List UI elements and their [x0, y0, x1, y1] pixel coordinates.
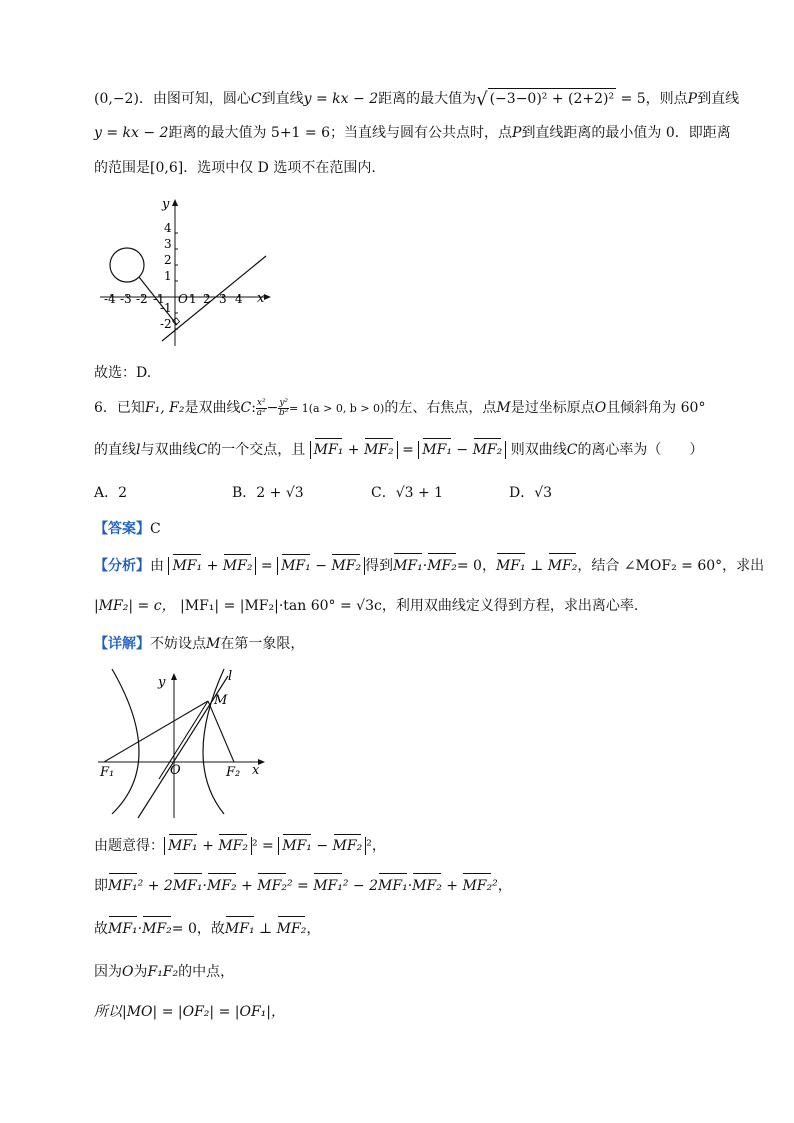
y-arrow-icon [171, 673, 177, 680]
step2: 即MF₁² + 2MF₁·MF₂ + MF₂² = MF₁² − 2MF₁·MF₂ + MF₂²， [94, 878, 512, 894]
option-b: B．2 + √3 [232, 485, 304, 501]
text: 则双曲线 [510, 442, 567, 458]
para1-line3: 的范围是[0,6]．选项中仅 D 选项不在范围内. [94, 160, 376, 176]
option-d: D．√3 [509, 485, 553, 501]
text: 在第一象限， [220, 636, 305, 652]
y-tick: 3 [164, 237, 172, 251]
text: 得到 [365, 558, 394, 574]
line-eq: y = kx − 2 [94, 125, 169, 141]
analysis-tag: 【分析】 [94, 558, 150, 574]
text: 的左、右焦点，点 [384, 400, 497, 416]
text: 与双曲线 [140, 442, 197, 458]
var-m: M [206, 636, 221, 652]
y-tick: 4 [164, 221, 172, 235]
circle-c [110, 248, 144, 282]
var-c: C [250, 91, 262, 107]
y-arrow-icon [172, 199, 178, 206]
x-tick: 1 [189, 292, 197, 306]
step1: 由题意得： MF₁ + MF₂ ² = MF₁ − MF₂ ²， [94, 838, 386, 854]
foci: F₁, F₂ [144, 400, 185, 416]
line-eq: y = kx − 2 [303, 91, 379, 107]
f1-label: F₁ [100, 765, 115, 780]
option-c: C．√3 + 1 [371, 485, 444, 501]
para1-line1 [94, 88, 739, 110]
text: 到直线 [697, 91, 740, 107]
text: |MF₂| = c， [94, 598, 176, 614]
step4 [94, 962, 234, 982]
text: = 5，则点 [616, 91, 688, 107]
abs-sum-vec: MF₁ + MF₂ [310, 441, 398, 459]
analysis-line1: 【分析】由 MF₁ + MF₂ = MF₁ − MF₂ 得到MF₁·MF₂= 0，MF₁ ⊥ MF₂，结合 ∠MOF₂ = 60°，求出 [94, 558, 765, 574]
text: 到直线 [261, 91, 304, 107]
origin-label: O [170, 763, 181, 778]
x-tick: 4 [235, 292, 243, 306]
abs-diff-vec: MF₁ − MF₂ [277, 557, 365, 575]
text: 距离的最大值为 [378, 91, 477, 107]
hyperbola-right-branch [203, 669, 224, 814]
x-tick: -1 [153, 292, 165, 306]
y-label: y [158, 675, 166, 690]
text: 即 [94, 878, 108, 894]
text: 的中点， [178, 964, 235, 980]
m-label: M [214, 693, 228, 708]
answer-row [94, 519, 161, 539]
var-c: C [240, 400, 252, 416]
x-tick: -3 [120, 292, 132, 306]
answer-tag: 【答案】 [94, 521, 150, 537]
text: 故 [94, 921, 108, 937]
text: 且倾斜角为 60° [606, 400, 706, 416]
text: 是过坐标原点 [510, 400, 595, 416]
text: (0,−2)．由图可知，圆心 [94, 91, 251, 107]
q6-line2: 的直线l与双曲线C的一个交点，且 MF₁ + MF₂ = MF₁ − MF₂ 则双曲线C的离心率为（ ） [94, 442, 704, 458]
text: 的直线 [94, 442, 136, 458]
x-label: x [257, 291, 265, 306]
text: = 0，故 [171, 921, 225, 937]
x-arrow-icon [264, 294, 271, 300]
text: 由 [150, 558, 164, 574]
x-label: x [252, 763, 260, 778]
abs-diff-vec: MF₁ − MF₂ [418, 441, 506, 459]
step5: 所以|MO| = |OF₂| = |OF₁|， [94, 1004, 285, 1020]
var-o: O [122, 964, 134, 980]
graph-circle-line [94, 196, 284, 351]
x-tick: -2 [136, 292, 148, 306]
var-m: M [496, 400, 511, 416]
var-c: C [196, 442, 208, 458]
condition: = 1(a > 0, b > 0) [289, 402, 385, 415]
text: 因为 [94, 964, 122, 980]
para1-line2 [94, 123, 731, 143]
answer-line: 故选：D. [94, 365, 152, 381]
step3: 故MF₁·MF₂= 0，故MF₁ ⊥ MF₂， [94, 921, 321, 937]
frac-y: $\frac{\text{y²}}{\text{b²}}$ [279, 397, 289, 418]
segment-f1f2: F₁F₂ [147, 964, 179, 980]
x-tick: 2 [203, 292, 211, 306]
x-tick: 3 [219, 292, 227, 306]
segment-m-f2 [208, 701, 234, 762]
text: 距离的最大值为 5+1 = 6；当直线与圆有公共点时，点 [168, 125, 513, 141]
frac-x: $\frac{\text{x²}}{\text{a²}}$ [256, 397, 266, 418]
text: 不妨设点 [150, 636, 206, 652]
text: 的一个交点，且 [207, 442, 306, 458]
x-tick: -4 [104, 292, 116, 306]
y-label: y [162, 197, 170, 212]
sqrt-content: (−3−0)² + (2+2)² [488, 88, 617, 109]
q6-line1: 6．已知F₁, F₂是双曲线C: $\frac{\text{x²}}{\text{a²}}$ − $\frac{\text{y²}}{\text{b²}}$ = 1(a > 0, b > 0)的左、右焦点，点M是过坐标原点O且倾斜角为 60° [94, 397, 706, 418]
text: 由题意得： [94, 838, 164, 854]
y-tick: 2 [164, 253, 172, 267]
segment-m-o [159, 701, 208, 779]
origin-label: O [178, 292, 188, 306]
hyperbola-left-branch [112, 669, 139, 814]
text: 的离心率为（ ） [577, 442, 704, 458]
y-tick: -2 [160, 317, 172, 331]
analysis-line2 [94, 596, 638, 616]
var-p: P [512, 125, 522, 141]
text: 6．已知 [94, 400, 145, 416]
detail-line [94, 634, 304, 654]
y-tick: -1 [160, 301, 172, 315]
var-p: P [687, 91, 698, 107]
f2-label: F₂ [226, 765, 241, 780]
sqrt-icon: √ [476, 89, 488, 110]
y-tick: 1 [164, 269, 172, 283]
text: ，结合 ∠MOF₂ = 60°，求出 [577, 558, 765, 574]
text: 是双曲线 [184, 400, 241, 416]
l-label: l [228, 669, 233, 684]
graph-hyperbola [94, 664, 274, 820]
text: = 0， [456, 558, 496, 574]
var-c: C [566, 442, 578, 458]
text: |MF₁| = |MF₂|·tan 60° = √3c，利用双曲线定义得到方程，求出离心率. [180, 598, 639, 614]
option-a: A．2 [94, 485, 128, 501]
text: 到直线距离的最小值为 0．即距离 [521, 125, 731, 141]
text: 为 [133, 964, 148, 980]
var-l: l [136, 442, 141, 458]
abs-sum-vec: MF₁ + MF₂ [168, 557, 256, 575]
var-o: O [594, 400, 607, 416]
detail-tag: 【详解】 [94, 636, 150, 652]
answer-value: C [150, 521, 161, 537]
